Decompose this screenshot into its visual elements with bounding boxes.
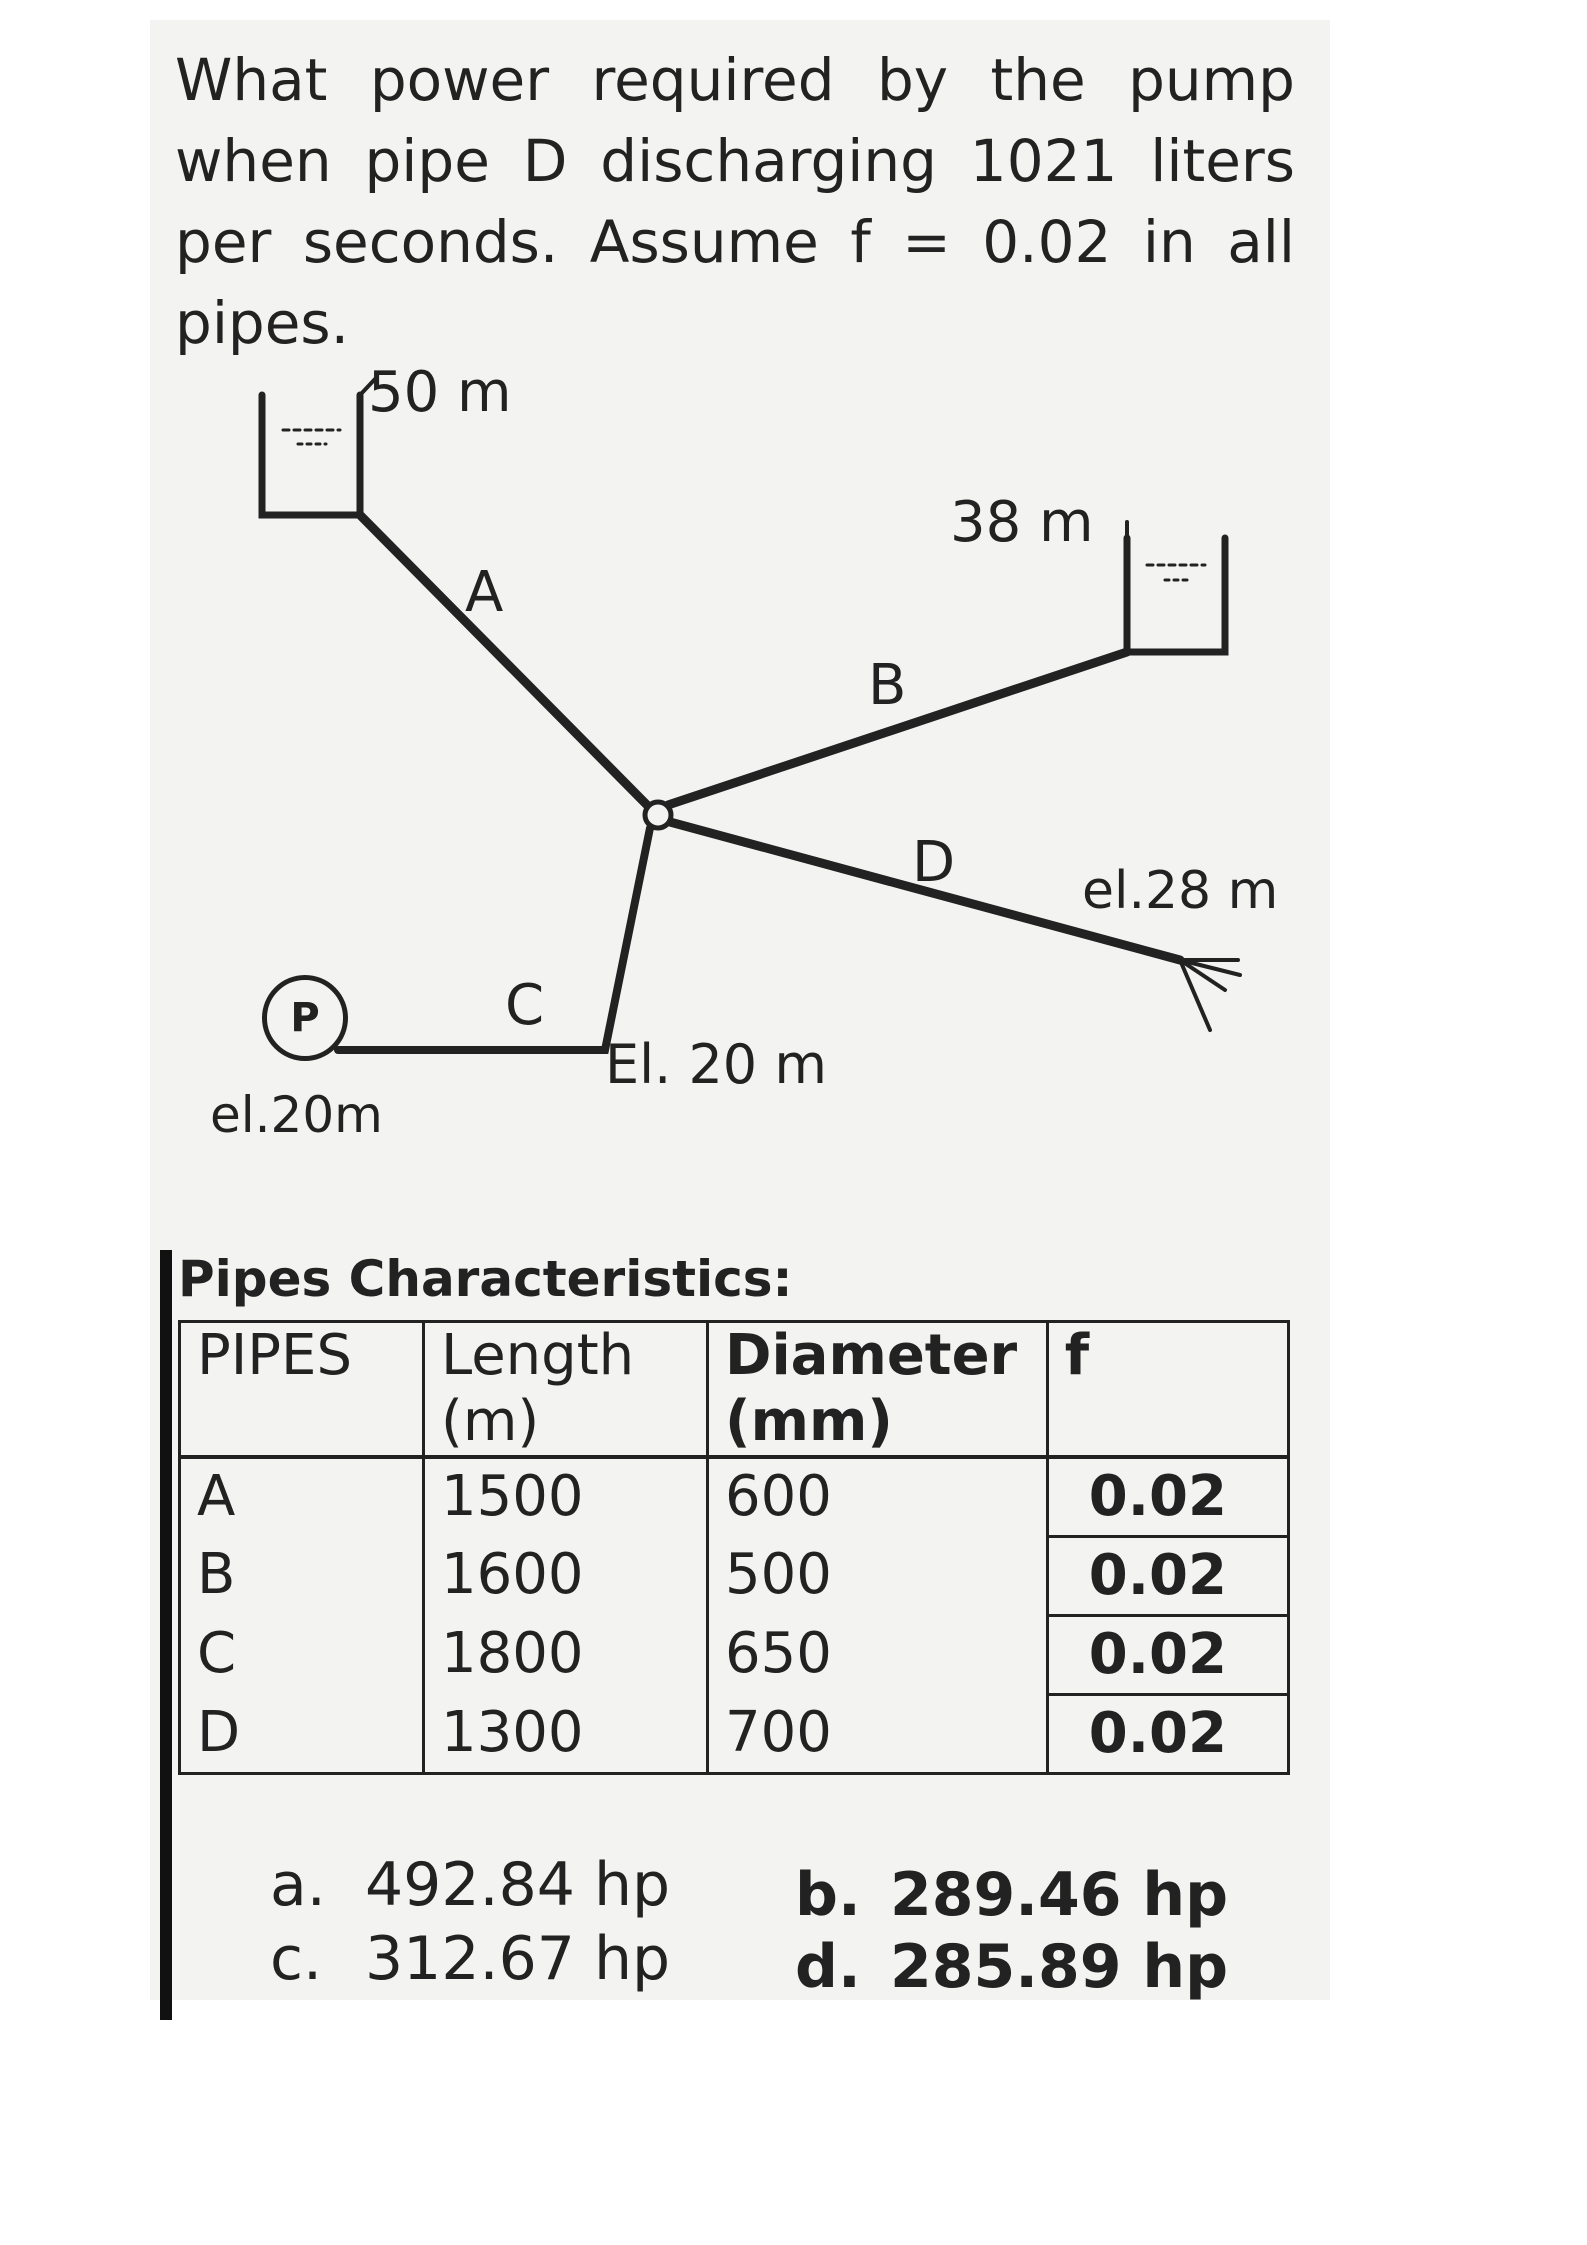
- cell-diameter: 600: [708, 1457, 1048, 1537]
- table-header-row: [180, 1322, 1289, 1458]
- choice-d: d. 285.89 hp: [795, 1932, 1229, 2002]
- cell-pipe: D: [180, 1695, 424, 1774]
- cell-f: 0.02: [1047, 1457, 1288, 1537]
- header-diameter: Diameter (mm): [708, 1322, 1048, 1458]
- pipe-a: [360, 515, 650, 808]
- cell-diameter: 700: [708, 1695, 1048, 1774]
- cell-length: 1800: [424, 1616, 708, 1695]
- header-f: f: [1047, 1322, 1288, 1458]
- header-pipes: PIPES: [180, 1322, 424, 1458]
- pump-elevation: el.20m: [210, 1086, 383, 1144]
- table-row: [180, 1537, 1289, 1616]
- cell-f: 0.02: [1047, 1616, 1288, 1695]
- reservoir-1: [262, 395, 360, 515]
- reservoir-1-elevation: 50 m: [368, 360, 512, 425]
- choice-c: c. 312.67 hp: [270, 1924, 671, 1994]
- cell-pipe: C: [180, 1616, 424, 1695]
- choice-b: b. 289.46 hp: [795, 1860, 1229, 1930]
- header-length: Length (m): [424, 1322, 708, 1458]
- reservoir-2: [1127, 538, 1225, 652]
- table-title: Pipes Characteristics:: [178, 1250, 793, 1308]
- cell-length: 1300: [424, 1695, 708, 1774]
- cell-f: 0.02: [1047, 1695, 1288, 1774]
- cell-diameter: 500: [708, 1537, 1048, 1616]
- question-line-2: when pipe D discharging 1021 liters: [175, 127, 1295, 195]
- pump-symbol: P: [290, 995, 320, 1041]
- pipe-d-label: D: [912, 830, 956, 895]
- reservoir-2-elevation: 38 m: [950, 490, 1094, 555]
- cell-length: 1500: [424, 1457, 708, 1537]
- cell-diameter: 650: [708, 1616, 1048, 1695]
- pipes-characteristics-table: [178, 1320, 1290, 1775]
- table-row: [180, 1457, 1289, 1537]
- cell-length: 1600: [424, 1537, 708, 1616]
- pump-icon: [262, 975, 348, 1061]
- cell-pipe: A: [180, 1457, 424, 1537]
- outlet-spray-icon: [1180, 960, 1240, 1030]
- pipe-b-label: B: [868, 653, 907, 718]
- question-line-4: pipes.: [175, 289, 350, 357]
- table-row: [180, 1695, 1289, 1774]
- page-margin-bar: [160, 1250, 172, 2020]
- cell-pipe: B: [180, 1537, 424, 1616]
- cell-f: 0.02: [1047, 1537, 1288, 1616]
- question-line-3: per seconds. Assume f = 0.02 in all: [175, 208, 1295, 276]
- question-line-1: What power required by the pump: [175, 46, 1295, 114]
- pipe-a-label: A: [465, 560, 504, 625]
- pipe-c-label: C: [505, 973, 545, 1038]
- table-row: [180, 1616, 1289, 1695]
- pipe-c: [338, 828, 650, 1050]
- junction-elevation: El. 20 m: [605, 1033, 827, 1096]
- outlet-elevation: el.28 m: [1082, 861, 1279, 921]
- junction-node: [645, 802, 671, 828]
- choice-a: a. 492.84 hp: [270, 1850, 671, 1920]
